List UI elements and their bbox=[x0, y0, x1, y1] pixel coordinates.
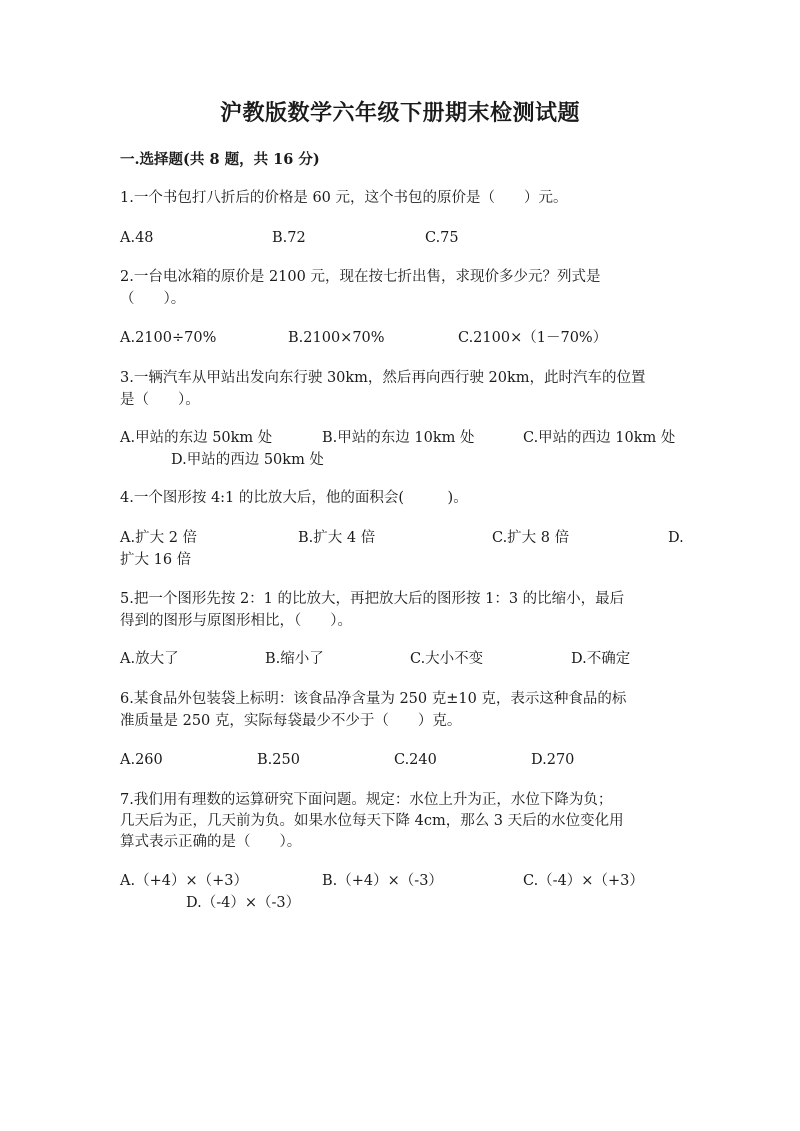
question-1-option-a: A.48 bbox=[120, 230, 154, 246]
question-7-option-d: D.（-4）×（-3） bbox=[186, 895, 301, 911]
question-2-option-a: A.2100÷70% bbox=[120, 330, 217, 346]
question-7-text-line2: 几天后为正，几天前为负。如果水位每天下降 4cm，那么 3 天后的水位变化用 bbox=[120, 813, 624, 829]
question-3-option-c: C.甲站的西边 10km 处 bbox=[523, 430, 676, 446]
question-4-option-d-text: 扩大 16 倍 bbox=[120, 552, 192, 568]
question-5-text-line1: 5.把一个图形先按 2：1 的比放大，再把放大后的图形按 1：3 的比缩小，最后 bbox=[120, 591, 625, 607]
page-title: 沪教版数学六年级下册期末检测试题 bbox=[219, 100, 580, 126]
question-4-option-b: B.扩大 4 倍 bbox=[298, 530, 376, 546]
question-7-text-line3: 算式表示正确的是（ ）。 bbox=[120, 834, 302, 850]
question-6-option-c: C.240 bbox=[394, 752, 437, 768]
question-7-option-b: B.（+4）×（-3） bbox=[322, 873, 443, 889]
question-3-option-d: D.甲站的西边 50km 处 bbox=[171, 452, 324, 468]
question-2-text-line2: （ ）。 bbox=[120, 291, 186, 307]
question-6-option-b: B.250 bbox=[257, 752, 300, 768]
question-3-option-a: A.甲站的东边 50km 处 bbox=[120, 430, 273, 446]
question-1-option-b: B.72 bbox=[272, 230, 306, 246]
question-1-text: 1.一个书包打八折后的价格是 60 元，这个书包的原价是（ ）元。 bbox=[120, 190, 568, 206]
question-7-option-a: A.（+4）×（+3） bbox=[120, 873, 248, 889]
section-heading: 一.选择题(共 8 题，共 16 分) bbox=[120, 151, 320, 168]
question-2-option-b: B.2100×70% bbox=[288, 330, 385, 346]
question-3-text-line1: 3.一辆汽车从甲站出发向东行驶 30km，然后再向西行驶 20km，此时汽车的位置 bbox=[120, 370, 646, 386]
question-3-option-b: B.甲站的东边 10km 处 bbox=[322, 430, 475, 446]
question-6-text-line2: 准质量是 250 克，实际每袋最少不少于（ ）克。 bbox=[120, 713, 462, 729]
question-6-option-d: D.270 bbox=[531, 752, 575, 768]
question-5-option-b: B.缩小了 bbox=[265, 651, 324, 667]
question-7-text-line1: 7.我们用有理数的运算研究下面问题。规定：水位上升为正，水位下降为负； bbox=[120, 792, 613, 808]
question-4-option-a: A.扩大 2 倍 bbox=[120, 530, 198, 546]
question-5-option-a: A.放大了 bbox=[120, 651, 179, 667]
question-5-option-d: D.不确定 bbox=[571, 651, 631, 667]
question-3-text-line2: 是（ ）。 bbox=[120, 392, 200, 408]
question-7-option-c: C.（-4）×（+3） bbox=[523, 873, 644, 889]
question-4-option-c: C.扩大 8 倍 bbox=[492, 530, 570, 546]
question-4-text: 4.一个图形按 4:1 的比放大后，他的面积会( )。 bbox=[120, 490, 468, 506]
question-5-text-line2: 得到的图形与原图形相比，（ ）。 bbox=[120, 613, 352, 629]
question-1-option-c: C.75 bbox=[425, 230, 459, 246]
question-5-option-c: C.大小不变 bbox=[410, 651, 484, 667]
question-2-option-c: C.2100×（1－70%） bbox=[458, 330, 608, 346]
question-6-option-a: A.260 bbox=[120, 752, 163, 768]
question-4-option-d: D. bbox=[668, 530, 684, 546]
question-6-text-line1: 6.某食品外包装袋上标明：该食品净含量为 250 克±10 克，表示这种食品的标 bbox=[120, 691, 627, 707]
question-2-text-line1: 2.一台电冰箱的原价是 2100 元，现在按七折出售，求现价多少元？列式是 bbox=[120, 269, 601, 285]
